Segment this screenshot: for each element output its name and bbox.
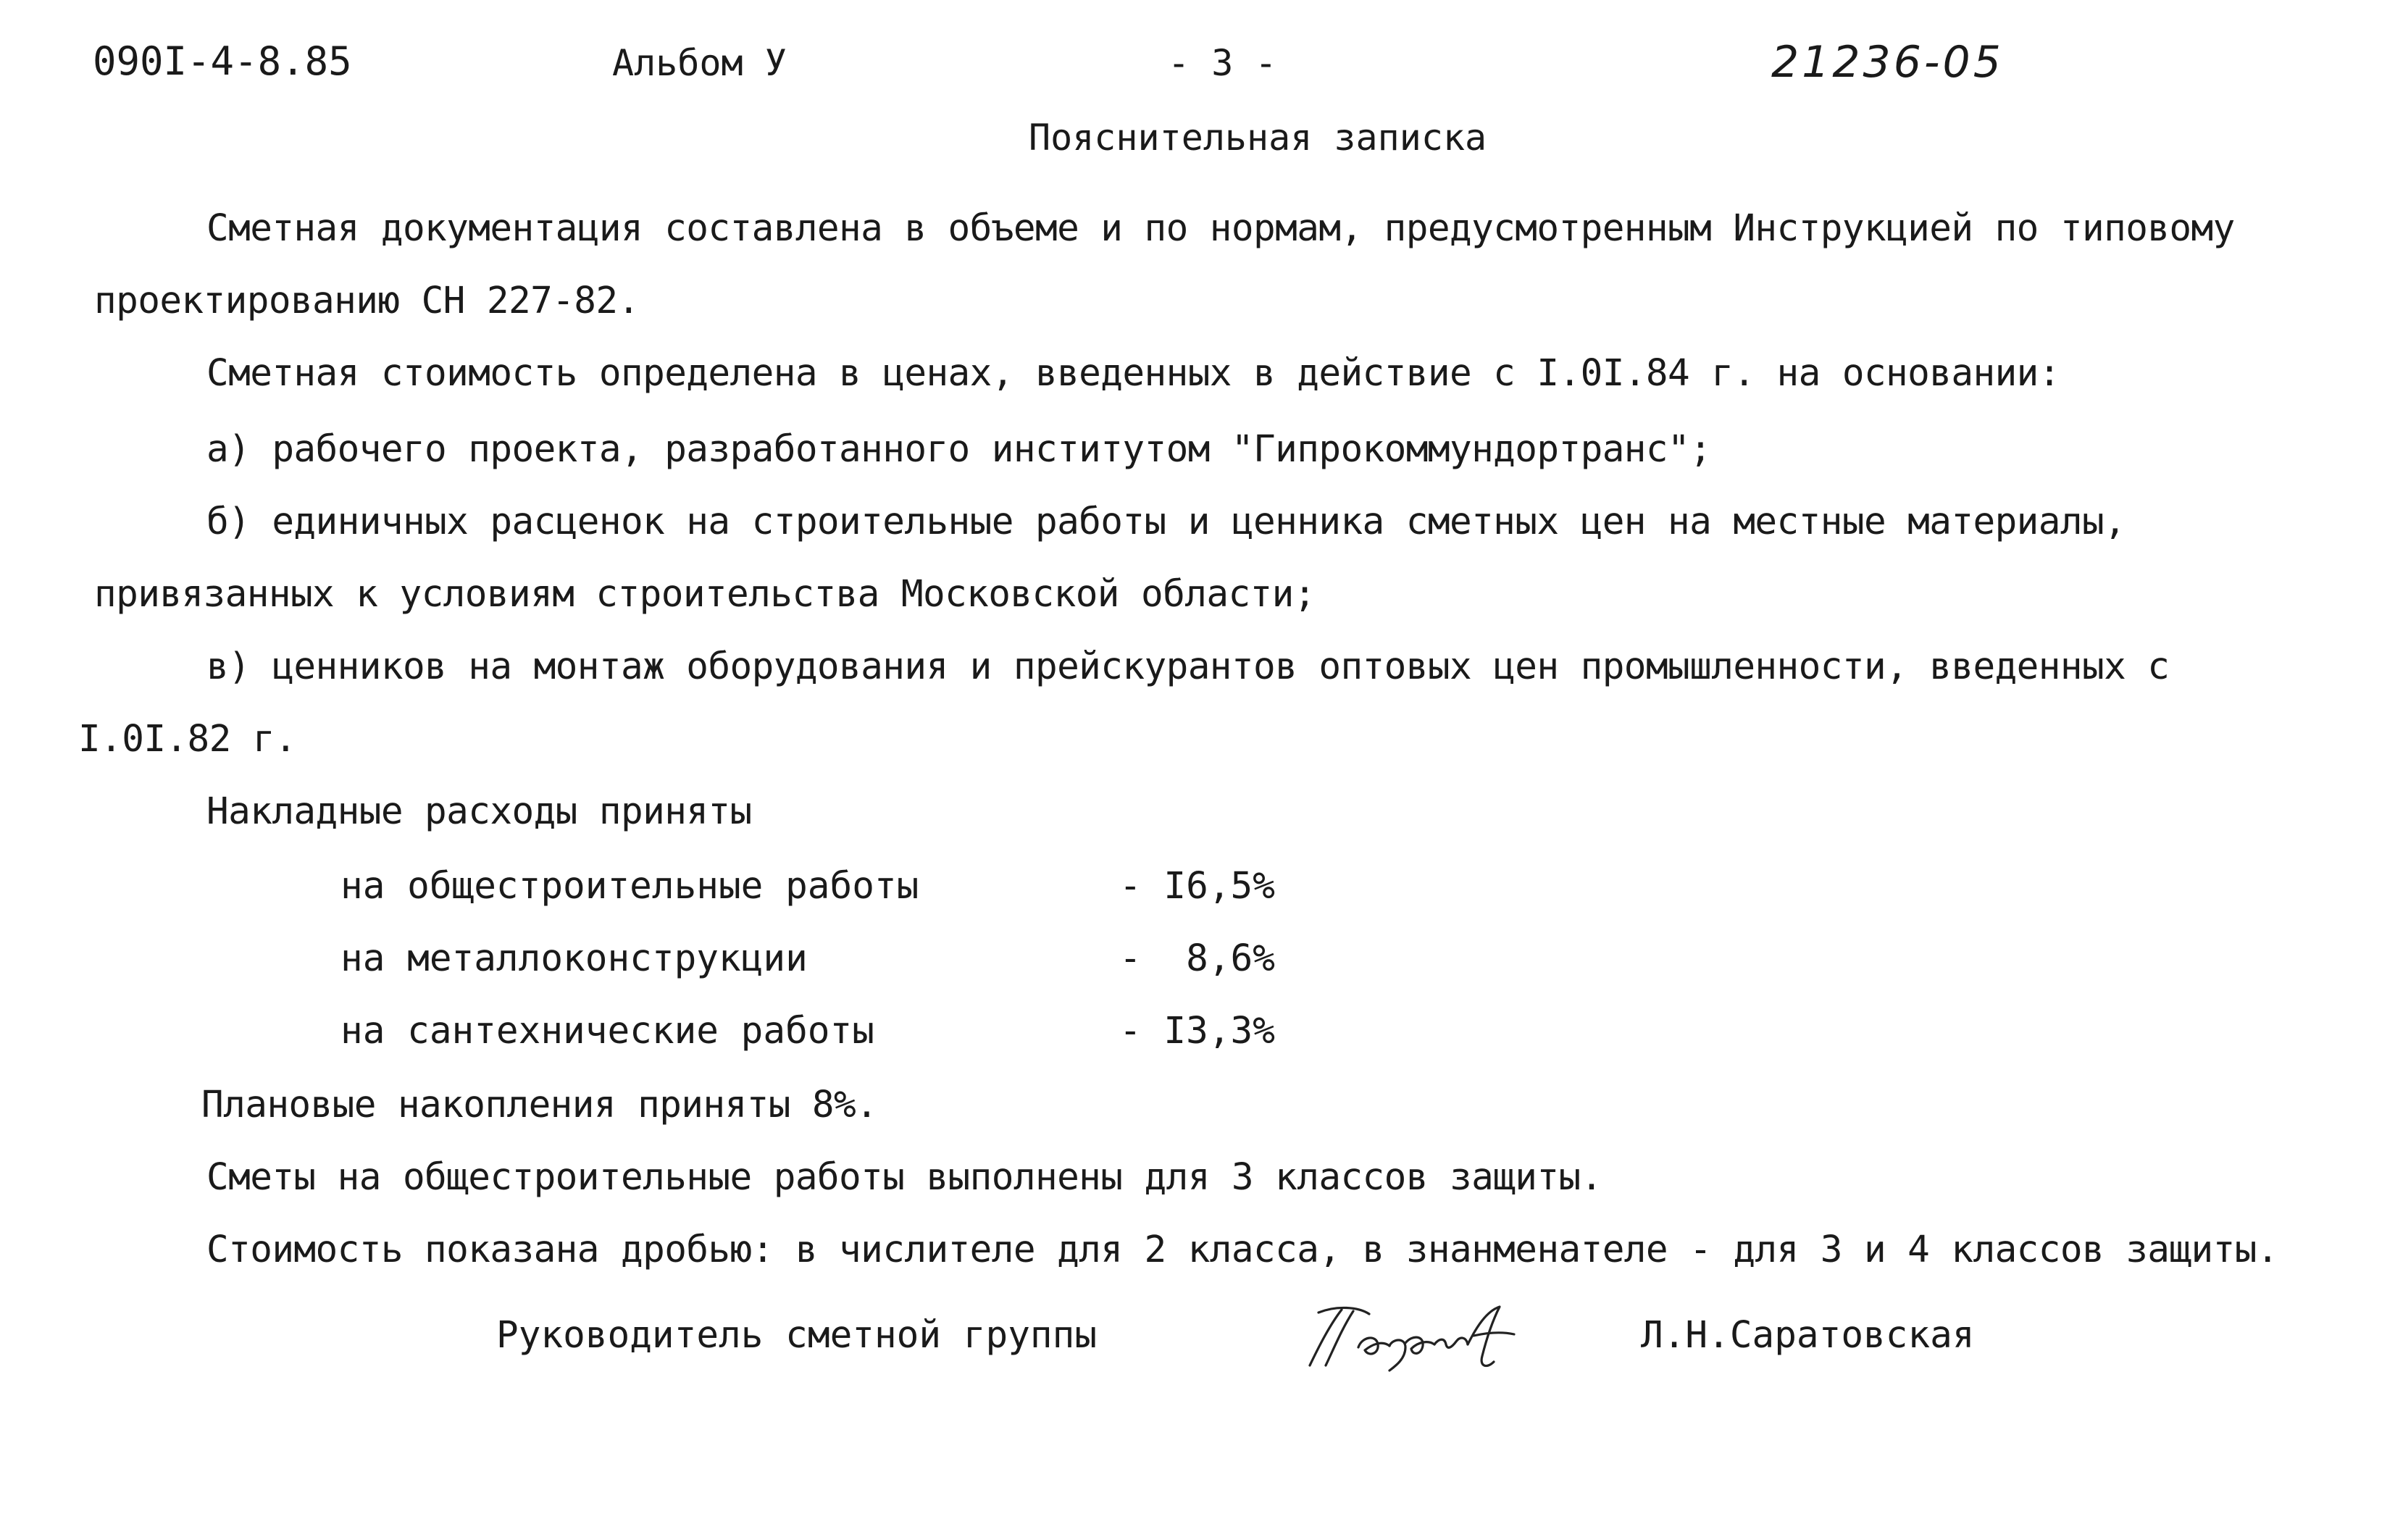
overhead-rate-value: - I6,5% [1119,865,1275,908]
list-item-c-line-2: I.0I.82 г. [78,718,297,761]
list-item-a: а) рабочего проекта, разработанного институтом "Гипрокоммундортранс"; [206,428,1712,471]
overhead-rate-label: на металлоконструкции [340,937,808,980]
paragraph-1-line-2: проектированию СН 227-82. [94,280,640,322]
overhead-rate-label: на сантехнические работы [340,1010,874,1053]
overhead-title: Накладные расходы приняты [206,790,752,833]
overhead-rate-label: на общестроительные работы [340,865,919,908]
planned-savings: Плановые накопления приняты 8%. [201,1084,878,1126]
document-code: 090I-4-8.85 [93,38,352,84]
estimates-note: Сметы на общестроительные работы выполнены для 3 классов защиты. [206,1156,1602,1199]
cost-note: Стоимость показана дробью: в числителе для 2 класса, в знанменателе - для 3 и 4 классов защиты. [206,1229,2278,1271]
overhead-rate-value: - 8,6% [1119,937,1275,980]
signatory-name: Л.Н.Саратовская [1641,1314,1975,1357]
handwritten-signature [1297,1297,1536,1376]
signatory-position: Руководитель сметной группы [496,1314,1098,1357]
list-item-c-line-1: в) ценников на монтаж оборудования и прейскурантов оптовых цен промышленности, введенных с [206,645,2170,688]
album-label: Альбом У [612,42,787,84]
list-item-b-line-2: привязанных к условиям строительства Московской области; [94,573,1316,616]
paragraph-1-line-1: Сметная документация составлена в объеме и по нормам, предусмотренным Инструкцией по типовому [206,207,2235,250]
list-item-b-line-1: б) единичных расценок на строительные работы и ценника сметных цен на местные материалы, [206,501,2126,543]
page-title: Пояснительная записка [1029,117,1487,159]
archive-number: 21236-05 [1771,37,2004,88]
page-number: - 3 - [1168,42,1277,84]
paragraph-2: Сметная стоимость определена в ценах, введенных в действие с I.0I.84 г. на основании: [206,352,2060,395]
overhead-rate-value: - I3,3% [1119,1010,1275,1053]
